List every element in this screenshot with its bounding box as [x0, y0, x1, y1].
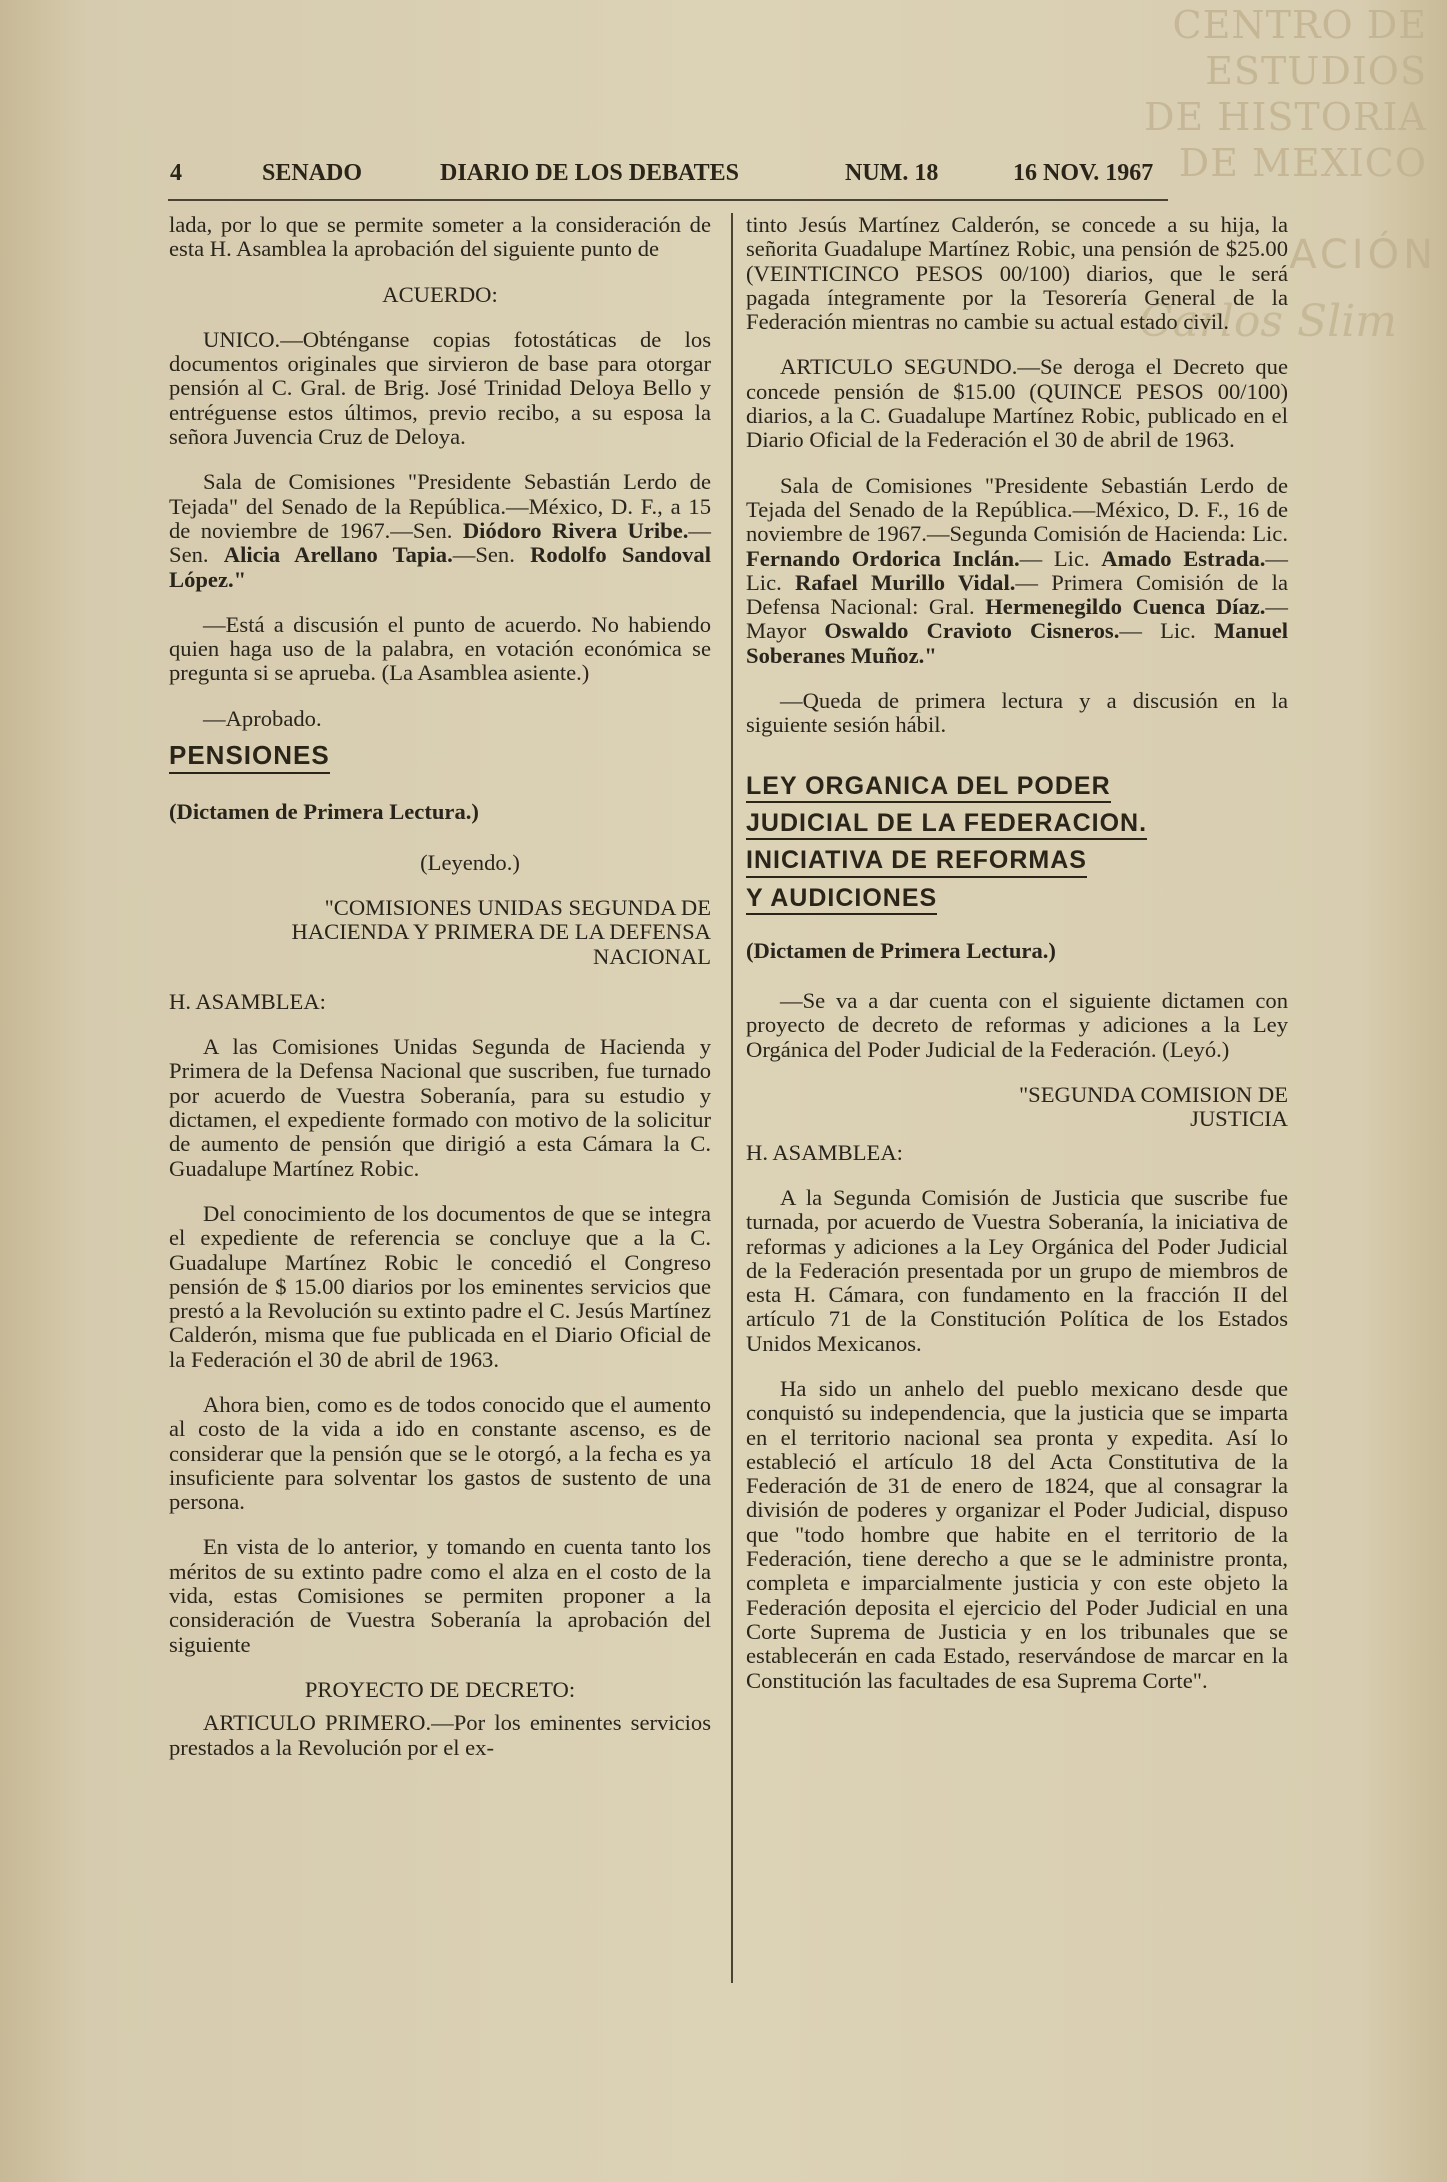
page-number: 4 [170, 160, 182, 186]
title-text: —Sen. [169, 517, 712, 568]
paragraph: En vista de lo anterior, y tomando en cuenta tanto los méritos de su extinto padre como el alza en el costo de la vida, estas Comisiones se permiten proponer a la consideración de Vuestra Soberanía la aprobación del siguiente [169, 1534, 711, 1657]
law-title-line: Y AUDICIONES [746, 886, 937, 915]
paragraph: —Se va a dar cuenta con el siguiente dictamen con proyecto de decreto de reformas y adiciones a la Ley Orgánica del Poder Judicial de la Federación. (Leyó.) [746, 988, 1288, 1062]
paragraph: A la Segunda Comisión de Justicia que suscribe fue turnada, por acuerdo de Vuestra Soberanía, la iniciativa de reformas y adiciones a la Ley Orgánica del Poder Judicial de la Federación presentada por un grupo de miembros de esta H. Cámara, con fundamento en la fracción II del artículo 71 de la Constitución Política de los Estados Unidos Mexicanos. [746, 1184, 1288, 1356]
paragraph: A las Comisiones Unidas Segunda de Hacienda y Primera de la Defensa Nacional que suscriben, fue turnado por acuerdo de Vuestra Soberanía, para su estudio y dictamen, el expediente formado con motivo de la solicitur de aumento de pensión que dirigió a esta Cámara la C. Guadalupe Martínez Robic. [169, 1034, 711, 1181]
paragraph: ARTICULO PRIMERO.—Por los eminentes servicios prestados a la Revolución por el ex- [169, 1710, 711, 1760]
paragraph: tinto Jesús Martínez Calderón, se concede a su hija, la señorita Guadalupe Martínez Robic, una pensión de $25.00 (VEINTICINCO PESOS 00/100) diarios, que le será pagada íntegramente por la Tesorería General de la Federación mientras no cambie su actual estado civil. [746, 212, 1288, 335]
signatory: Rodolfo Sandoval López." [169, 542, 711, 592]
signatory: Rafael Murillo Vidal. [795, 569, 1016, 595]
paragraph: Ha sido un anhelo del pueblo mexicano desde que conquistó su independencia, que la justicia que se imparta en el territorio nacional sea pronta y expedita. Así lo estableció el artículo 18 del Acta Constitutiva de la Federación de 31 de enero de 1824, que al consagrar la división de poderes y organizar el Poder Judicial, dispuso que "todo hombre que habite en el territorio de la Federación, tiene derecho a que se le administre pronta, completa e imparcialmente justicia y con este objeto la Federación deposita el ejercicio del Poder Judicial en una Corte Suprema de Justicia y en los tribunales que se establecerán en cada Estado, reservándose de marcar en la Constitución las facultades de esa Suprema Corte". [746, 1375, 1288, 1693]
paragraph: Ahora bien, como es de todos conocido que el aumento al costo de la vida a ido en constante ascenso, es de considerar que la pensión que se le otorgó, a la fecha es ya insuficiente para solventar los gastos de sustento de una persona. [169, 1391, 711, 1515]
chamber-name: SENADO [262, 160, 363, 186]
title-text: — Primera Comisión de la Defensa Nacional: Gral. [746, 569, 1288, 620]
dictamen-label: (Dictamen de Primera Lectura.) [169, 799, 479, 825]
sala-text: Sala de Comisiones "Presidente Sebastián Lerdo de Tejada del Senado de la República.—México, D. F., 16 de noviembre de 1967.—Segunda Comisión de Hacienda: Lic. [746, 472, 1288, 547]
watermark-line: DE MEXICO [1178, 141, 1427, 185]
paragraph: —Está a discusión el punto de acuerdo. No habiendo quien haga uso de la palabra, en votación económica se pregunta si se aprueba. (La Asamblea asiente.) [169, 611, 711, 686]
title-text: —Mayor [746, 594, 1289, 644]
watermark-line: CENTRO DE [1172, 3, 1427, 47]
left-column [169, 213, 711, 1781]
title-text: — Lic. [746, 545, 1289, 595]
watermark-line: ESTUDIOS [1205, 49, 1427, 93]
signatory: Alicia Arellano Tapia. [223, 542, 453, 568]
paragraph: —Aprobado. [203, 705, 322, 731]
page-header [170, 160, 1170, 196]
watermark-signature: Carlos Slim [1138, 296, 1397, 347]
reading-note: (Leyendo.) [420, 849, 520, 875]
issue-date: 16 NOV. 1967 [1013, 160, 1154, 186]
title-text: —Sen. [452, 542, 515, 568]
asamblea-heading: H. ASAMBLEA: [746, 1139, 903, 1165]
paragraph: lada, por lo que se permite someter a la consideración de esta H. Asamblea la aprobación del siguiente punto de [169, 212, 711, 262]
signatory: Manuel Soberanes Muñoz." [746, 618, 1289, 668]
section-title: PENSIONES [169, 743, 330, 774]
paragraph: —Queda de primera lectura y a discusión en la siguiente sesión hábil. [746, 688, 1288, 738]
commission-heading: "SEGUNDA COMISION DE JUSTICIA [1018, 1082, 1288, 1132]
law-title-block [746, 771, 1288, 923]
asamblea-heading: H. ASAMBLEA: [169, 988, 326, 1014]
title-text: — Lic. [1119, 618, 1196, 644]
law-title-line: JUDICIAL DE LA FEDERACION. [746, 811, 1147, 840]
title-text: — Lic. [1019, 545, 1090, 571]
archive-watermark [1097, 2, 1427, 186]
law-title-line: INICIATIVA DE REFORMAS [746, 848, 1087, 877]
publication-title: DIARIO DE LOS DEBATES [440, 160, 739, 186]
signatory: Oswaldo Cravioto Cisneros. [824, 618, 1120, 644]
right-column [746, 213, 1288, 1714]
watermark-side-text: ACIÓN [1289, 232, 1437, 278]
paragraph: UNICO.—Obténganse copias fotostáticas de los documentos originales que sirvieron de base para otorgar pensión al C. Gral. de Brig. José Trinidad Deloya Bello y entréguense estos últimos, previo recibo, a su esposa la señora Juvencia Cruz de Deloya. [169, 326, 711, 450]
signatory: Fernando Ordorica Inclán. [746, 545, 1020, 571]
law-title-line: LEY ORGANICA DEL PODER [746, 774, 1111, 803]
commission-heading: "COMISIONES UNIDAS SEGUNDA DE HACIENDA Y PRIMERA DE LA DEFENSA NACIONAL [291, 894, 711, 969]
issue-number: NUM. 18 [845, 160, 939, 186]
column-divider [731, 213, 733, 1983]
signature-paragraph [169, 470, 711, 591]
sala-text: Sala de Comisiones "Presidente Sebastián Lerdo de Tejada" del Senado de la República.—México, D. F., a 15 de noviembre de 1967.—Sen. [169, 469, 711, 543]
signatory: Amado Estrada. [1101, 545, 1266, 571]
watermark-line: DE HISTORIA [1143, 95, 1427, 139]
dictamen-label: (Dictamen de Primera Lectura.) [746, 937, 1056, 963]
proyecto-heading: PROYECTO DE DECRETO: [304, 1676, 576, 1702]
signatory: Hermenegildo Cuenca Díaz. [985, 594, 1266, 620]
header-rule [168, 199, 1168, 201]
paragraph: Del conocimiento de los documentos de que se integra el expediente de referencia se concluye que a la C. Guadalupe Martínez Robic le concedió el Congreso pensión de $ 15.00 diarios por los eminentes servicios que prestó a la Revolución su extinto padre el C. Jesús Martínez Calderón, misma que fue publicada en el Diario Oficial de la Federación el 30 de abril de 1963. [169, 1200, 711, 1372]
signature-paragraph [746, 474, 1288, 668]
acuerdo-heading: ACUERDO: [382, 281, 498, 307]
paragraph: ARTICULO SEGUNDO.—Se deroga el Decreto que concede pensión de $15.00 (QUINCE PESOS 00/100) diarios, a la C. Guadalupe Martínez Robic, publicado en el Diario Oficial de la Federación el 30 de abril de 1963. [746, 354, 1288, 453]
signatory: Diódoro Rivera Uribe. [462, 517, 689, 543]
